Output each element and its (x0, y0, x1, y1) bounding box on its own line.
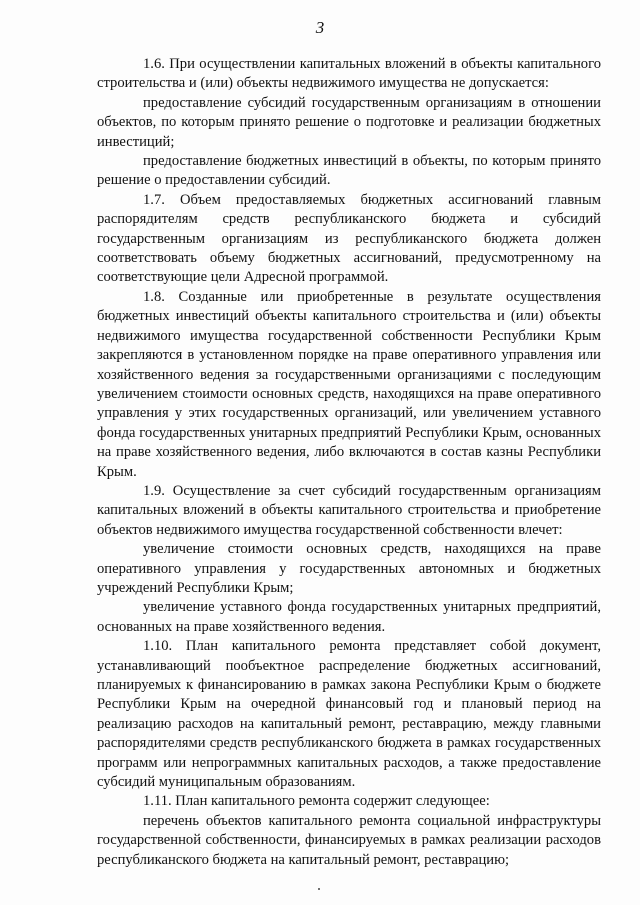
paragraph-1-9: 1.9. Осуществление за счет субсидий государственным организациям капитальных вложений в объекты капитального строительства и приобретение объектов недвижимого имущества государственной собственности влечет: (97, 482, 601, 538)
paragraph-1-6-item-2: предоставление бюджетных инвестиций в объекты, по которым принято решение о предоставлении субсидий. (97, 153, 601, 189)
paragraph-1-6-item-1: предоставление субсидий государственным организациям в отношении объектов, по которым принято решение о подготовке и реализации бюджетных инвестиций; (97, 94, 601, 150)
paragraph-1-9-item-1: увеличение стоимости основных средств, находящихся на праве оперативного управления у государственных автономных и бюджетных учреждений Республики Крым; (97, 541, 601, 596)
paragraph-1-10: 1.10. План капитального ремонта представляет собой документ, устанавливающий пообъектное распределение бюджетных ассигнований, планируемых к финансированию в рамках закона Республики Крым о бюджете Республики Крым на очередной финансовый год и плановый период на реализацию расходов на капитальный ремонт, реставрацию, между главными распорядителями средств республиканского бюджета в рамках государственных программ или непрограммных капитальных расходов, а также предоставление субсидий муниципальным образованиям. (97, 638, 601, 791)
paragraph-1-7: 1.7. Объем предоставляемых бюджетных ассигнований главным распорядителям средств республиканского бюджета и субсидий государственным организациям из республиканского бюджета должен соответствовать объему бюджетных ассигнований, предусмотренному на соответствующие цели Адресной программой. (97, 191, 601, 286)
page-number: 3 (315, 18, 325, 37)
paragraph-1-11: 1.11. План капитального ремонта содержит следующее: (143, 793, 490, 810)
scan-speck (318, 888, 320, 890)
document-body (97, 55, 601, 870)
paragraph-1-9-item-2: увеличение уставного фонда государственных унитарных предприятий, основанных на праве хозяйственного ведения. (97, 599, 601, 635)
paragraph-1-11-item-1: перечень объектов капитального ремонта социальной инфраструктуры государственной собственности, финансируемых в рамках реализации расходов республиканского бюджета на капитальный ремонт, реставрацию; (97, 812, 601, 868)
paragraph-1-8: 1.8. Созданные или приобретенные в результате осуществления бюджетных инвестиций объекты капитального строительства и (или) объекты недвижимого имущества государственной собственности Республики Крым закрепляются в установленном порядке на праве оперативного управления или хозяйственного ведения за государственными организациями с последующим увеличением стоимости основных средств, находящихся на праве оперативного управления у этих государственных организаций, или увеличением уставного фонда государственных унитарных предприятий Республики Крым, основанных на праве хозяйственного ведения, либо включаются в состав казны Республики Крым. (97, 288, 601, 480)
paragraph-1-6: 1.6. При осуществлении капитальных вложений в объекты капитального строительства и (или) объекты недвижимого имущества не допускается: (97, 56, 601, 92)
